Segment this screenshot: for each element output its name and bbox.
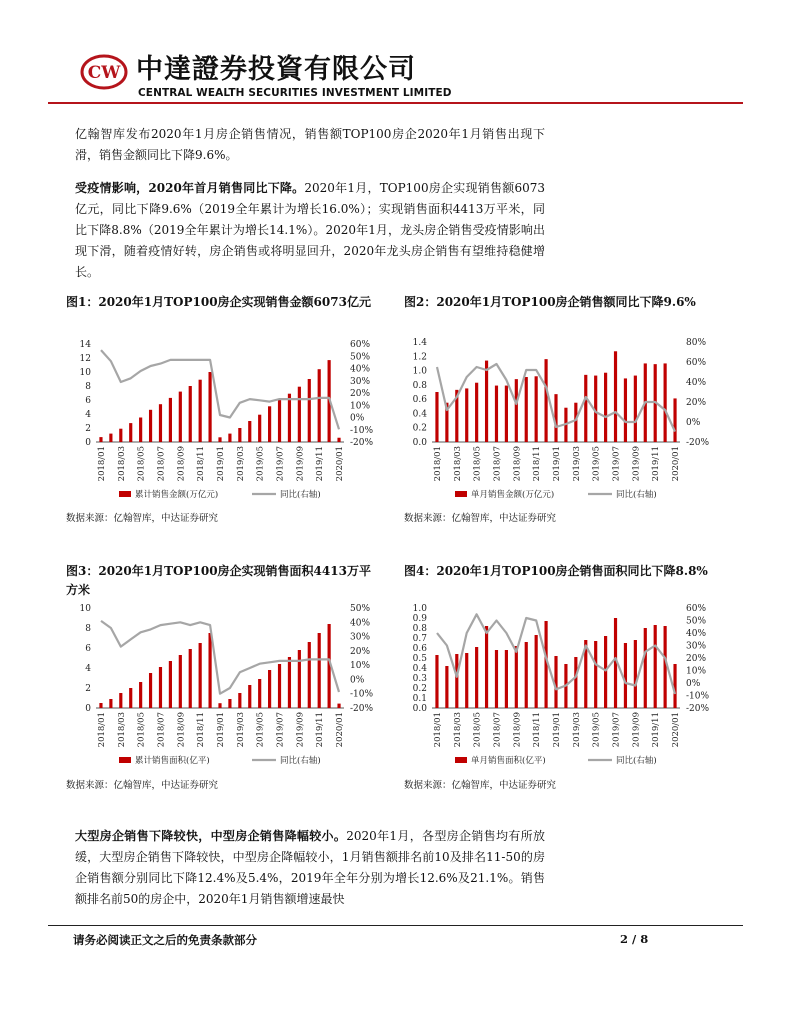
bar-mark <box>258 679 261 708</box>
bar-mark <box>228 699 231 708</box>
bar-mark <box>654 625 657 708</box>
bar-mark <box>218 703 221 708</box>
section1-heading: 受疫情影响，2020年首月销售同比下降。 <box>75 181 305 195</box>
y-right-tick-label: -20% <box>350 704 374 714</box>
legend-bar-label: 累计销售面积(亿平) <box>135 756 210 766</box>
bar-mark <box>475 647 478 708</box>
logo-text: CW <box>87 63 121 83</box>
company-name-cn: 中達證券投資有限公司 <box>136 54 416 85</box>
y-right-tick-label: 10% <box>686 666 707 677</box>
y-right-tick-label: 60% <box>686 604 707 614</box>
bar-mark <box>337 704 340 708</box>
x-tick-label: 2019/05 <box>591 446 602 482</box>
footer-disclaimer: 请务必阅读正文之后的免责条款部分 <box>73 933 257 947</box>
x-tick-label: 2019/09 <box>295 446 306 482</box>
legend-line-label: 同比(右轴) <box>616 490 657 500</box>
figure2-title: 图2：2020年1月TOP100房企销售额同比下降9.6% <box>404 295 696 309</box>
x-tick-label: 2018/01 <box>96 712 107 748</box>
bar-mark <box>169 661 172 708</box>
x-tick-label: 2018/05 <box>136 712 147 748</box>
figure3-source: 数据来源：亿翰智库，中达证券研究 <box>66 780 219 791</box>
bar-mark <box>505 386 508 442</box>
y-left-tick-label: 0.9 <box>412 614 427 624</box>
bar-mark <box>614 351 617 442</box>
bar-mark <box>634 640 637 708</box>
x-tick-label: 2019/03 <box>235 712 246 748</box>
section2-text: 2020年1月，各型房企销售均有所放缓，大型房企销售下降较快，中型房企降幅较小，1月销售额排名前10及排名11-50的房企销售额分别同比下降12.4%及5.4%，2019年全年分别为增长12.6%及21.1%。销售额排名前50的房企中，2020年1月销售额增速最快 <box>75 829 545 906</box>
bar-mark <box>179 655 182 708</box>
figure4-source: 数据来源：亿翰智库，中达证券研究 <box>404 780 557 791</box>
y-left-tick-label: 0.0 <box>412 704 427 714</box>
figure3-svg <box>64 600 394 770</box>
x-tick-label: 2018/03 <box>116 712 127 748</box>
x-tick-label: 2018/05 <box>472 712 483 748</box>
x-tick-label: 2019/05 <box>255 446 266 482</box>
x-tick-label: 2018/09 <box>176 446 187 482</box>
x-tick-label: 2018/05 <box>472 446 483 482</box>
bar-mark <box>544 359 547 442</box>
x-tick-label: 2018/03 <box>116 446 127 482</box>
x-tick-label: 2018/01 <box>96 446 107 482</box>
bar-mark <box>99 703 102 708</box>
y-right-tick-label: -20% <box>686 438 710 448</box>
x-tick-label: 2019/09 <box>631 446 642 482</box>
y-left-tick-label: 8 <box>85 624 91 634</box>
y-left-tick-label: 0 <box>85 438 91 448</box>
x-tick-label: 2018/07 <box>492 446 503 482</box>
bar-mark <box>445 666 448 708</box>
x-tick-label: 2019/07 <box>611 712 622 748</box>
x-tick-label: 2018/05 <box>136 446 147 482</box>
y-right-tick-label: 40% <box>350 364 371 375</box>
bar-mark <box>644 628 647 708</box>
bar-mark <box>594 641 597 708</box>
y-right-tick-label: 30% <box>350 376 371 387</box>
y-left-tick-label: 0.2 <box>412 684 427 694</box>
x-tick-label: 2018/07 <box>156 446 167 482</box>
bar-mark <box>109 434 112 442</box>
bar-mark <box>218 437 221 442</box>
bar-mark <box>189 649 192 708</box>
figure4-svg <box>400 600 730 770</box>
x-tick-label: 2019/03 <box>571 712 582 748</box>
y-right-tick-label: 40% <box>686 629 707 639</box>
x-tick-label: 2019/09 <box>295 712 306 748</box>
x-tick-label: 2019/03 <box>571 446 582 482</box>
x-tick-label: 2018/07 <box>492 712 503 748</box>
y-left-tick-label: 4 <box>85 410 91 420</box>
bar-mark <box>129 688 132 708</box>
y-left-tick-label: 0.7 <box>412 634 427 644</box>
company-name-en: CENTRAL WEALTH SECURITIES INVESTMENT LIMITED <box>138 87 452 99</box>
x-tick-label: 2020/01 <box>335 712 346 748</box>
bar-mark <box>604 373 607 442</box>
section1-text: 2020年1月，TOP100房企实现销售额6073亿元，同比下降9.6%（2019全年累计为增长16.0%）；实现销售面积4413万平米，同比下降8.8%（2019全年累计为增长14.1%）。2020年1月，龙头房企销售受疫情影响出现下滑，随着疫情好转，房企销售或将明显回升，2020年龙头房企销售有望维持稳健增长。 <box>75 181 545 279</box>
bar-mark <box>288 657 291 708</box>
figure1-chart <box>64 334 394 506</box>
bar-mark <box>465 653 468 708</box>
y-left-tick-label: 12 <box>79 354 91 364</box>
bar-mark <box>435 392 438 442</box>
bar-mark <box>554 656 557 708</box>
bar-mark <box>238 693 241 708</box>
bar-mark <box>634 376 637 442</box>
x-tick-label: 2019/07 <box>275 446 286 482</box>
y-left-tick-label: 0.8 <box>412 380 427 391</box>
bar-mark <box>248 685 251 708</box>
figure2-source: 数据来源：亿翰智库，中达证券研究 <box>404 513 557 524</box>
x-tick-label: 2018/09 <box>512 712 523 748</box>
y-right-tick-label: 10% <box>350 401 371 412</box>
x-tick-label: 2019/01 <box>552 446 562 482</box>
bar-mark <box>624 643 627 708</box>
y-left-tick-label: 4 <box>85 664 91 674</box>
section2-heading: 大型房企销售下降较快，中型房企销售降幅较小。 <box>75 829 347 843</box>
y-left-tick-label: 0.6 <box>412 644 427 654</box>
bar-mark <box>318 633 321 708</box>
y-right-tick-label: 20% <box>350 646 371 657</box>
figure3-chart <box>64 600 394 770</box>
y-right-tick-label: 40% <box>686 378 707 388</box>
legend-bar-swatch <box>455 491 467 497</box>
figure2-svg <box>400 334 730 506</box>
bar-mark <box>119 429 122 442</box>
y-left-tick-label: 0.0 <box>412 438 427 448</box>
bar-mark <box>159 404 162 442</box>
bar-mark <box>139 682 142 708</box>
y-left-tick-label: 1.0 <box>412 366 427 377</box>
x-tick-label: 2019/11 <box>651 446 662 482</box>
y-left-tick-label: 2 <box>85 424 91 434</box>
y-right-tick-label: 40% <box>350 618 371 629</box>
yoy-line <box>101 621 339 694</box>
section1-paragraph <box>75 178 545 283</box>
yoy-line <box>101 350 339 429</box>
x-tick-label: 2019/01 <box>552 712 562 748</box>
legend-line-label: 同比(右轴) <box>616 756 657 766</box>
bar-mark <box>574 403 577 442</box>
page-header <box>74 40 734 104</box>
y-left-tick-label: 0.5 <box>412 654 427 664</box>
bar-mark <box>475 383 478 442</box>
x-tick-label: 2018/09 <box>176 712 187 748</box>
y-left-tick-label: 0.2 <box>412 423 427 434</box>
x-tick-label: 2019/11 <box>651 712 662 748</box>
y-right-tick-label: -20% <box>686 704 710 714</box>
figure3-title: 图3：2020年1月TOP100房企实现销售面积4413万平方米 <box>66 564 371 597</box>
bar-mark <box>673 398 676 442</box>
bar-mark <box>159 667 162 708</box>
y-right-tick-label: 0% <box>350 675 365 686</box>
y-left-tick-label: 1.4 <box>412 338 427 348</box>
y-left-tick-label: 0.4 <box>412 664 427 674</box>
x-tick-label: 2018/03 <box>452 446 463 482</box>
bar-mark <box>179 392 182 442</box>
intro-paragraph: 亿翰智库发布2020年1月房企销售情况，销售额TOP100房企2020年1月销售出现下滑，销售金额同比下降9.6%。 <box>75 127 545 162</box>
y-right-tick-label: 0% <box>686 418 701 428</box>
company-logo-icon <box>80 54 128 90</box>
legend-bar-swatch <box>455 757 467 763</box>
bar-mark <box>337 438 340 442</box>
bar-mark <box>199 643 202 708</box>
bar-mark <box>535 376 538 442</box>
figure1-source: 数据来源：亿翰智库，中达证券研究 <box>66 513 219 524</box>
y-right-tick-label: 0% <box>686 679 701 689</box>
y-right-tick-label: 10% <box>350 661 371 672</box>
bar-mark <box>515 379 518 442</box>
bar-mark <box>435 655 438 708</box>
y-left-tick-label: 10 <box>79 604 91 614</box>
x-tick-label: 2018/01 <box>432 446 443 482</box>
y-right-tick-label: 20% <box>686 654 707 664</box>
bar-mark <box>268 406 271 442</box>
bar-mark <box>525 642 528 708</box>
x-tick-label: 2018/11 <box>196 446 207 482</box>
bar-mark <box>485 626 488 708</box>
x-tick-label: 2020/01 <box>335 446 346 482</box>
x-tick-label: 2019/07 <box>275 712 286 748</box>
figure2-chart <box>400 334 730 506</box>
y-left-tick-label: 1.0 <box>412 604 427 614</box>
bar-mark <box>535 635 538 708</box>
bar-mark <box>129 423 132 442</box>
bar-mark <box>505 650 508 708</box>
x-tick-label: 2018/11 <box>196 712 207 748</box>
x-tick-label: 2018/03 <box>452 712 463 748</box>
bar-mark <box>208 633 211 708</box>
figure1-title: 图1：2020年1月TOP100房企实现销售金额6073亿元 <box>66 295 371 309</box>
y-left-tick-label: 1.2 <box>412 352 427 363</box>
bar-mark <box>308 379 311 442</box>
y-right-tick-label: 50% <box>350 352 371 363</box>
bar-mark <box>465 388 468 442</box>
bar-mark <box>455 654 458 708</box>
bar-mark <box>604 636 607 708</box>
bar-mark <box>584 375 587 442</box>
bar-mark <box>169 398 172 442</box>
y-right-tick-label: 50% <box>686 616 707 627</box>
y-left-tick-label: 2 <box>85 684 91 694</box>
bar-mark <box>664 626 667 708</box>
bar-mark <box>515 646 518 708</box>
legend-bar-swatch <box>119 757 131 763</box>
bar-mark <box>278 400 281 442</box>
y-right-tick-label: 60% <box>350 340 371 350</box>
bar-mark <box>238 428 241 442</box>
x-tick-label: 2019/09 <box>631 712 642 748</box>
bar-mark <box>278 664 281 708</box>
bar-mark <box>149 673 152 708</box>
x-tick-label: 2018/11 <box>532 446 543 482</box>
legend-line-label: 同比(右轴) <box>280 490 321 500</box>
y-left-tick-label: 0.1 <box>412 694 427 704</box>
legend-bar-label: 单月销售金额(万亿元) <box>471 490 555 500</box>
y-left-tick-label: 10 <box>79 368 91 378</box>
y-right-tick-label: 20% <box>686 398 707 408</box>
bar-mark <box>258 415 261 442</box>
x-tick-label: 2019/01 <box>216 446 226 482</box>
y-left-tick-label: 0.3 <box>412 674 427 684</box>
bar-mark <box>228 434 231 442</box>
x-tick-label: 2019/05 <box>591 712 602 748</box>
bar-mark <box>525 377 528 442</box>
x-tick-label: 2018/09 <box>512 446 523 482</box>
figure4-chart <box>400 600 730 770</box>
y-left-tick-label: 14 <box>79 340 91 350</box>
x-tick-label: 2019/01 <box>216 712 226 748</box>
bar-mark <box>308 642 311 708</box>
bar-mark <box>298 650 301 708</box>
x-tick-label: 2020/01 <box>671 446 682 482</box>
bar-mark <box>248 421 251 442</box>
legend-line-label: 同比(右轴) <box>280 756 321 766</box>
y-right-tick-label: -10% <box>350 425 374 436</box>
y-left-tick-label: 6 <box>85 396 91 406</box>
bar-mark <box>495 650 498 708</box>
bar-mark <box>109 699 112 708</box>
y-left-tick-label: 0.4 <box>412 409 427 420</box>
bar-mark <box>318 369 321 442</box>
legend-bar-label: 单月销售面积(亿平) <box>471 756 546 766</box>
legend-bar-label: 累计销售金额(万亿元) <box>135 490 219 500</box>
page-number: 2 / 8 <box>620 932 649 946</box>
bar-mark <box>208 372 211 442</box>
bar-mark <box>288 394 291 442</box>
bar-mark <box>268 670 271 708</box>
bar-mark <box>298 387 301 442</box>
bar-mark <box>189 386 192 442</box>
legend-bar-swatch <box>119 491 131 497</box>
y-left-tick-label: 0.6 <box>412 395 427 406</box>
x-tick-label: 2018/01 <box>432 712 443 748</box>
y-right-tick-label: -10% <box>686 691 710 702</box>
figure4-title: 图4：2020年1月TOP100房企销售面积同比下降8.8% <box>404 564 708 578</box>
bar-mark <box>149 410 152 442</box>
x-tick-label: 2019/05 <box>255 712 266 748</box>
y-right-tick-label: 0% <box>350 413 365 424</box>
y-right-tick-label: 30% <box>686 641 707 652</box>
section2-paragraph <box>75 826 545 910</box>
footer-divider <box>48 925 743 926</box>
bar-mark <box>664 363 667 442</box>
y-left-tick-label: 0 <box>85 704 91 714</box>
y-left-tick-label: 8 <box>85 382 91 392</box>
x-tick-label: 2019/11 <box>315 712 326 748</box>
y-right-tick-label: 30% <box>350 632 371 643</box>
bar-mark <box>574 657 577 708</box>
y-right-tick-label: 50% <box>350 604 371 614</box>
bar-mark <box>495 386 498 442</box>
y-right-tick-label: -20% <box>350 438 374 448</box>
bar-mark <box>119 693 122 708</box>
y-left-tick-label: 6 <box>85 644 91 654</box>
y-right-tick-label: -10% <box>350 689 374 700</box>
bar-mark <box>139 418 142 443</box>
bar-mark <box>485 361 488 442</box>
figure1-svg <box>64 334 394 506</box>
bar-mark <box>624 378 627 442</box>
header-divider <box>48 102 743 104</box>
x-tick-label: 2018/11 <box>532 712 543 748</box>
bar-mark <box>99 437 102 442</box>
y-right-tick-label: 80% <box>686 338 707 348</box>
x-tick-label: 2020/01 <box>671 712 682 748</box>
x-tick-label: 2019/03 <box>235 446 246 482</box>
bar-mark <box>199 380 202 442</box>
x-tick-label: 2019/07 <box>611 446 622 482</box>
x-tick-label: 2019/11 <box>315 446 326 482</box>
y-left-tick-label: 0.8 <box>412 624 427 634</box>
y-right-tick-label: 20% <box>350 389 371 399</box>
y-right-tick-label: 60% <box>686 358 707 368</box>
x-tick-label: 2018/07 <box>156 712 167 748</box>
